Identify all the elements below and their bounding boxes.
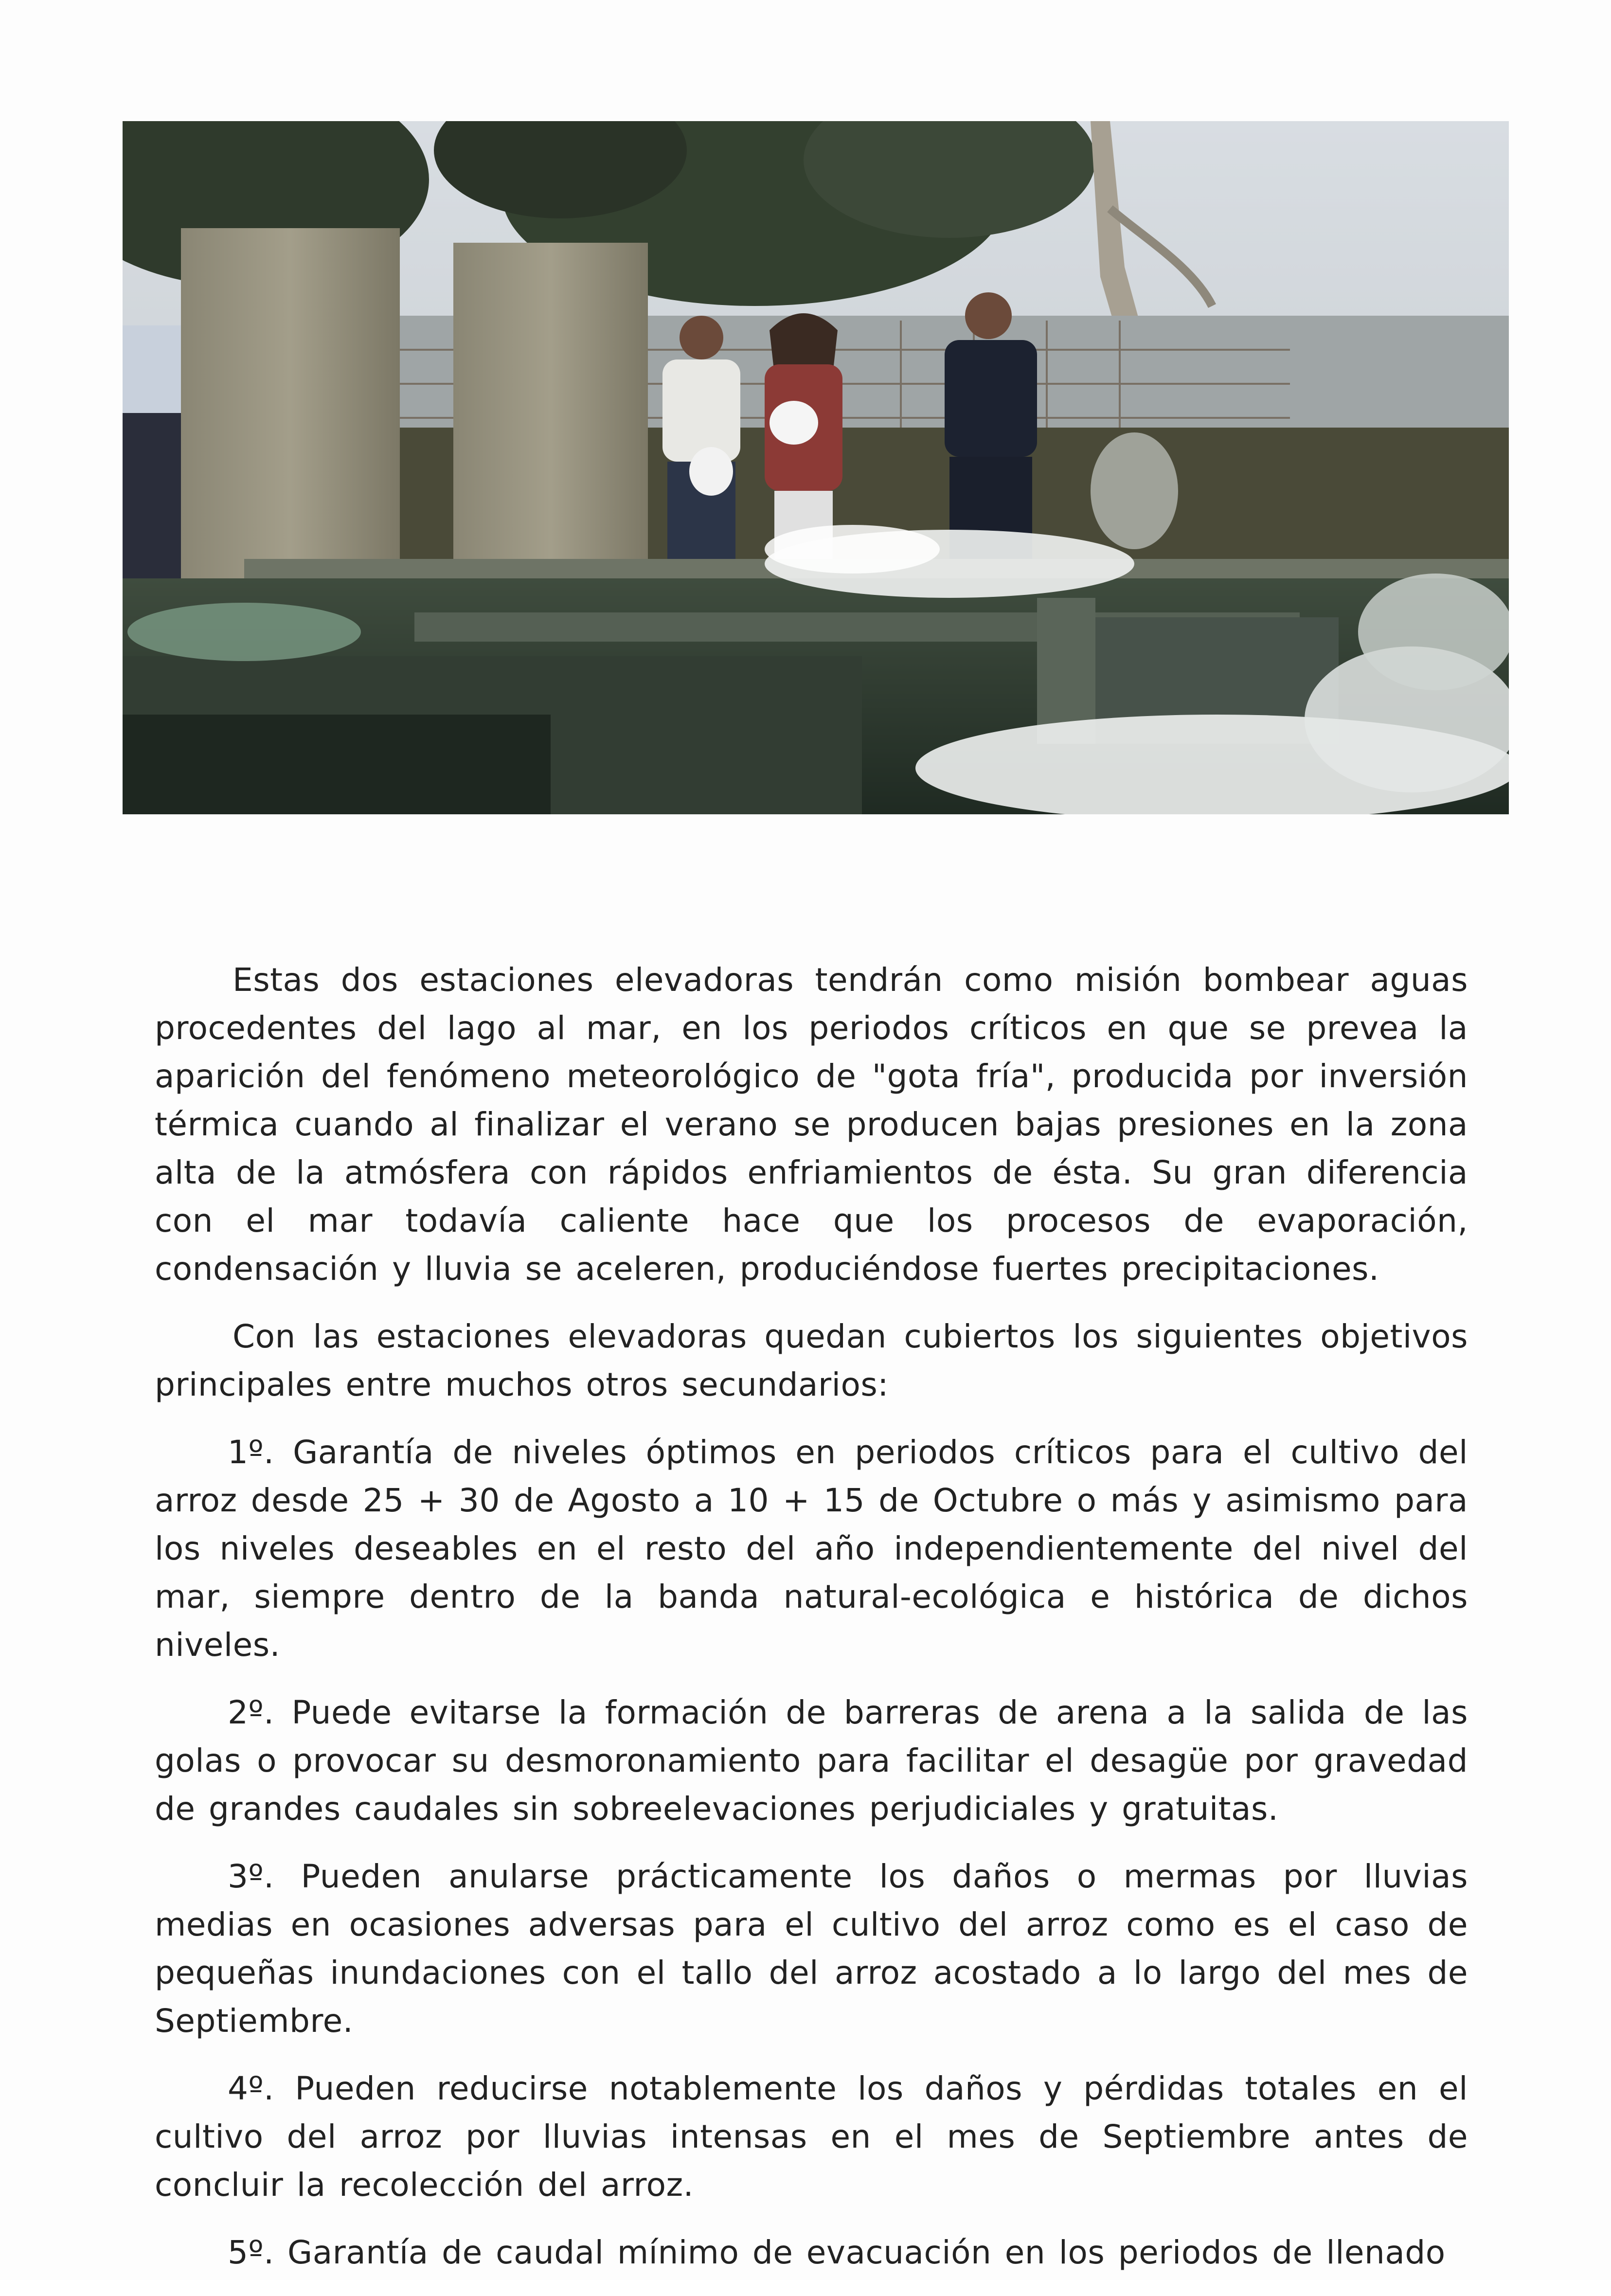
list-item-4: 4º. Pueden reducirse notablemente los daños y pérdidas totales en el cultivo del arroz por lluvias intensas en el mes de Septiembre antes de concluir la recolección del arroz. bbox=[155, 2070, 1468, 2204]
photo-icon bbox=[123, 121, 1509, 814]
list-item-2: 2º. Puede evitarse la formación de barreras de arena a la salida de las golas o provocar su desmoronamiento para facilitar el desagüe por gravedad de grandes caudales sin sobreelevaciones perjudiciales y gratuitas. bbox=[155, 1694, 1468, 1828]
paragraph-intro: Estas dos estaciones elevadoras tendrán como misión bombear aguas procedentes del lago al mar, en los periodos críticos en que se prevea la aparición del fenómeno meteorológico de "gota fría", producida por inversión térmica cuando al finalizar el verano se producen bajas presiones en la zona alta de la atmósfera con rápidos enfriamientos de ésta. Su gran diferencia con el mar todavía caliente hace que los procesos de evaporación, condensación y lluvia se aceleren, produciéndose fuertes precipitaciones. bbox=[155, 961, 1468, 1288]
paragraph-objectives: Con las estaciones elevadoras quedan cubiertos los siguientes objetivos principales entre muchos otros secundarios: bbox=[155, 1318, 1468, 1403]
list-item-5: 5º. Garantía de caudal mínimo de evacuación en los periodos de llenado bbox=[228, 2234, 1446, 2271]
list-item-3: 3º. Pueden anularse prácticamente los daños o mermas por lluvias medias en ocasiones adversas para el cultivo del arroz como es el caso de pequeñas inundaciones con el tallo del arroz acostado a lo largo del mes de Septiembre. bbox=[155, 1858, 1468, 2040]
body-text bbox=[155, 956, 1468, 2296]
list-item-1: 1º. Garantía de niveles óptimos en periodos críticos para el cultivo del arroz desde 25 + 30 de Agosto a 10 + 15 de Octubre o más y asimismo para los niveles deseables en el resto del año independientemente del nivel del mar, siempre dentro de la banda natural-ecológica e histórica de dichos niveles. bbox=[155, 1434, 1468, 1664]
photograph-pumping-station bbox=[123, 121, 1509, 814]
